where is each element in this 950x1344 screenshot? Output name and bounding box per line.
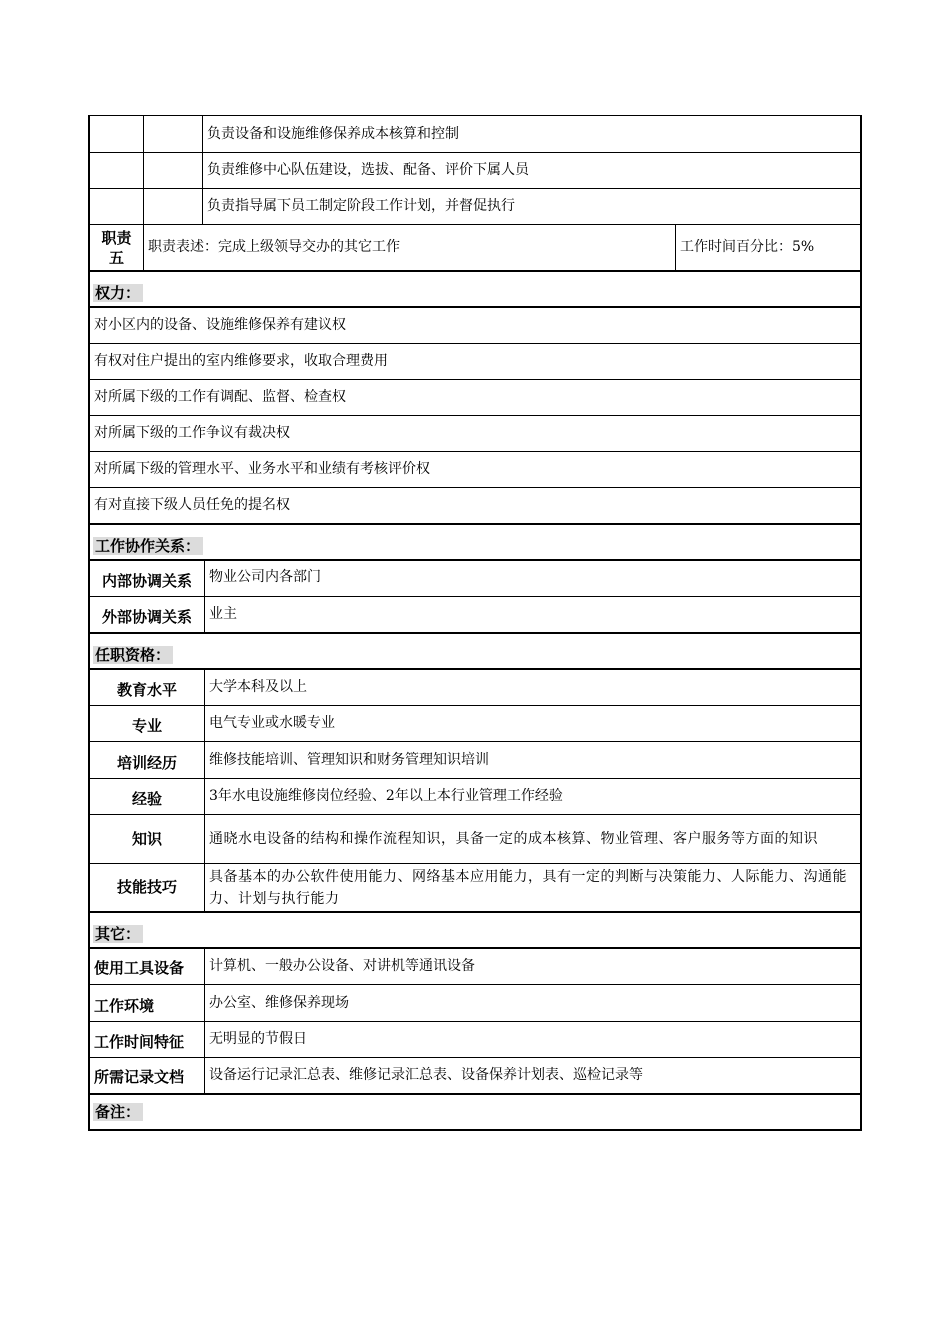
table-row (88, 706, 862, 742)
list-item (88, 380, 862, 416)
row-label: 技能技巧 (90, 864, 205, 911)
row-value: 电气专业或水暖专业 (209, 715, 335, 731)
authority-item: 对所属下级的工作有调配、监督、检查权 (94, 389, 346, 405)
duties-continuation (88, 115, 862, 272)
table-row (88, 742, 862, 779)
row-value: 计算机、一般办公设备、对讲机等通讯设备 (209, 958, 475, 974)
qualifications-header (88, 634, 862, 670)
row-value: 维修技能培训、管理知识和财务管理知识培训 (209, 751, 489, 768)
row-value: 3年水电设施维修岗位经验、2年以上本行业管理工作经验 (209, 788, 563, 804)
section-title: 其它： (93, 925, 143, 943)
row-label: 知识 (90, 815, 205, 863)
duty-row (88, 189, 862, 225)
row-label: 使用工具设备 (90, 949, 205, 984)
row-label: 经验 (90, 779, 205, 814)
row-value: 设备运行记录汇总表、维修记录汇总表、设备保养计划表、巡检记录等 (209, 1067, 643, 1083)
list-item (88, 452, 862, 488)
list-item (88, 308, 862, 344)
duty-text: 负责维修中心队伍建设，选拔、配备、评价下属人员 (207, 162, 529, 178)
section-title: 任职资格： (93, 646, 173, 664)
table-row (88, 1058, 862, 1095)
list-item (88, 488, 862, 525)
row-value: 物业公司内各部门 (209, 569, 321, 585)
row-label: 所需记录文档 (90, 1058, 205, 1093)
duty-five-time-percent: 工作时间百分比：5% (680, 239, 815, 255)
duty-text: 负责设备和设施维修保养成本核算和控制 (207, 125, 459, 142)
remarks-row (88, 1095, 862, 1131)
row-value: 大学本科及以上 (209, 679, 307, 695)
authority-item: 对所属下级的工作争议有裁决权 (94, 425, 290, 441)
table-row (88, 779, 862, 815)
table-row (88, 815, 862, 864)
row-label: 培训经历 (90, 742, 205, 778)
table-row (88, 949, 862, 985)
table-row (88, 561, 862, 597)
row-value: 办公室、维修保养现场 (209, 994, 349, 1011)
row-value: 无明显的节假日 (209, 1031, 307, 1047)
authority-item: 对所属下级的管理水平、业务水平和业绩有考核评价权 (94, 461, 430, 477)
row-label: 内部协调关系 (90, 561, 205, 596)
row-label: 工作时间特征 (90, 1022, 205, 1057)
table-row (88, 597, 862, 634)
row-label: 工作环境 (90, 985, 205, 1021)
authority-item: 有对直接下级人员任免的提名权 (94, 497, 290, 513)
section-title: 权力： (93, 284, 143, 302)
duty-row (88, 153, 862, 189)
row-value: 业主 (209, 606, 237, 622)
job-description-table (88, 115, 862, 1131)
authority-header (88, 272, 862, 308)
duty-row (88, 116, 862, 153)
section-title: 工作协作关系： (93, 537, 203, 555)
table-row (88, 985, 862, 1022)
duty-five-description: 职责表述：完成上级领导交办的其它工作 (144, 225, 676, 270)
row-label: 教育水平 (90, 670, 205, 705)
table-row (88, 670, 862, 706)
duty-five-row (88, 225, 862, 272)
authority-item: 对小区内的设备、设施维修保养有建议权 (94, 317, 346, 333)
section-title: 备注： (93, 1103, 143, 1121)
authority-item: 有权对住户提出的室内维修要求，收取合理费用 (94, 353, 388, 369)
row-label: 专业 (90, 706, 205, 741)
list-item (88, 344, 862, 380)
row-value: 具备基本的办公软件使用能力、网络基本应用能力，具有一定的判断与决策能力、人际能力、沟通能力、计划与执行能力 (209, 868, 847, 907)
list-item (88, 416, 862, 452)
table-row (88, 864, 862, 913)
cooperation-header (88, 525, 862, 561)
duty-text: 负责指导属下员工制定阶段工作计划，并督促执行 (207, 198, 515, 214)
table-row (88, 1022, 862, 1058)
row-value: 通晓水电设备的结构和操作流程知识，具备一定的成本核算、物业管理、客户服务等方面的知识 (209, 831, 818, 847)
other-header (88, 913, 862, 949)
row-label: 外部协调关系 (90, 597, 205, 632)
duty-five-label: 职责五 (90, 225, 144, 270)
